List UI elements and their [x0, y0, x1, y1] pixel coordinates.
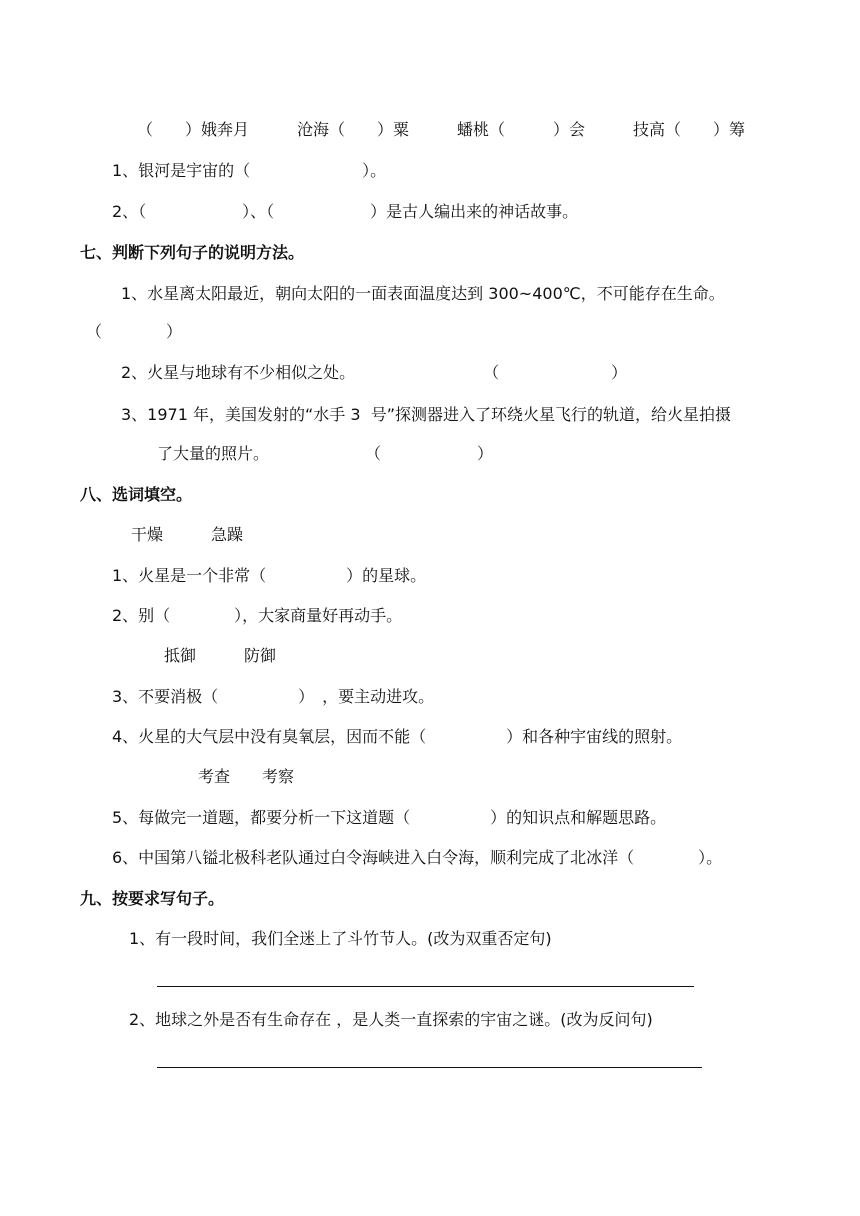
question-1: 1、银河是宇宙的（ ）。 — [112, 161, 387, 180]
word-choice-1: 干燥 急躁 — [131, 525, 244, 544]
fill-question-4: 4、火星的大气层中没有臭氧层，因而不能（ ）和各种宇宙线的照射。 — [112, 727, 683, 746]
rewrite-question-1: 1、有一段时间，我们全迷上了斗竹节人。(改为双重否定句) — [129, 929, 552, 948]
answer-line-2 — [157, 1067, 702, 1068]
judge-answer-1: （ ） — [86, 322, 183, 341]
idiom-fill-row: （ ）娥奔月 沧海（ ）粟 蟠桃（ ）会 技高（ ）筹 — [137, 120, 746, 139]
judge-question-3-cont: 了大量的照片。 （ ） — [157, 444, 494, 463]
rewrite-question-2: 2、地球之外是否有生命存在 ，是人类一直探索的宇宙之谜。(改为反问句) — [129, 1010, 653, 1029]
fill-question-5: 5、每做完一道题，都要分析一下这道题（ ）的知识点和解题思路。 — [112, 808, 667, 827]
judge-question-1: 1、水星离太阳最近，朝向太阳的一面表面温度达到 300~400℃，不可能存在生命。 — [121, 284, 725, 303]
word-choice-3: 考查 考察 — [198, 767, 295, 786]
section-8-heading: 八、选词填空。 — [80, 485, 193, 504]
judge-question-3: 3、1971 年，美国发射的“水手 3 号”探测器进入了环绕火星飞行的轨道，给火星拍摄 — [121, 405, 732, 424]
answer-line-1 — [157, 986, 694, 987]
judge-question-2: 2、火星与地球有不少相似之处。 （ ） — [121, 363, 628, 382]
question-2: 2、（ ）、（ ）是古人编出来的神话故事。 — [112, 202, 579, 221]
section-9-heading: 九、按要求写句子。 — [80, 889, 225, 908]
fill-question-1: 1、火星是一个非常（ ）的星球。 — [112, 566, 427, 585]
fill-question-6: 6、中国第八镒北极科老队通过白令海峡进入白令海，顺利完成了北冰洋（ ）。 — [112, 848, 723, 867]
fill-question-3: 3、不要消极（ ） ，要主动进攻。 — [112, 687, 435, 706]
section-7-heading: 七、判断下列句子的说明方法。 — [80, 243, 305, 262]
fill-question-2: 2、别（ ），大家商量好再动手。 — [112, 606, 403, 625]
word-choice-2: 抵御 防御 — [164, 646, 277, 665]
